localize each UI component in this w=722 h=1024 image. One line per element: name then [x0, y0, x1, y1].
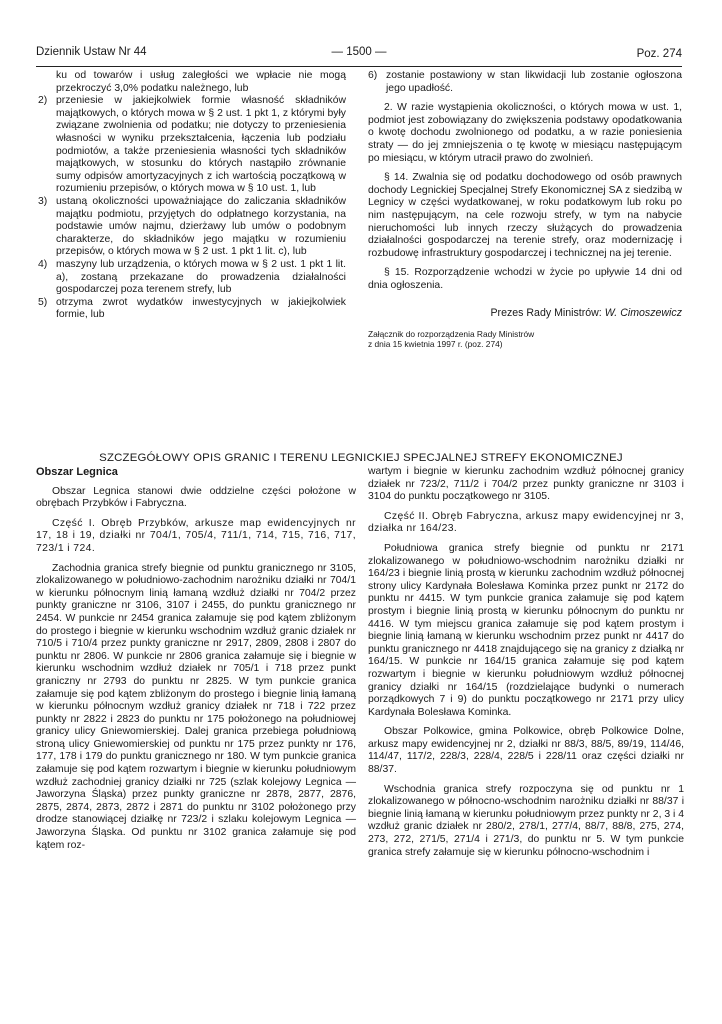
paragraph-section-14: § 14. Zwalnia się od podatku dochodowego od osób prawnych dochody Legnickiej Specjalnej Strefy Ekonomicznej SA z siedzibą w Legnicy w części wydatkowanej, w roku podatkowym lub roku po nim następującym, na cele rozwoju strefy, w tym na nabycie nieruchomości lub innych rzeczy służących do prowadzenia działalności gospodarczej na terenie strefy, oraz modernizację i rozbudowę infrastruktury gospodarczej i technicznej na jej terenie.	[368, 172, 682, 259]
paragraph: Zachodnia granica strefy biegnie od punktu granicznego nr 3105, zlokalizowanego w południowo-zachodnim narożniku działki nr 704/1 w kierunku północnym linią łamaną wzdłuż działki nr 704/2 przez punkty graniczne nr 3106, 3107 i 2455, do punktu granicznego nr 2454. W punkcie nr 2454 granica załamuje się pod kątem zbliżonym do prostego i biegnie w kierunku wschodnim wzdłuż granic działek nr 710/5 i 710/4 przez punkty graniczne nr 2917, 2809, 2808 i 2807 do punktu nr 2806. W punkcie nr 2806 granica załamuje się i biegnie w kierunku wschodnim wzdłuż działek nr 705/1 i 718 przez punkt graniczny nr 2793 do punktu nr 2825. W tym punkcie granica załamuje się pod kątem zbliżonym do prostego i biegnie linią łamaną w kierunku północnym wzdłuż granicy działek nr 718 i 722 przez punkty nr 2822 i 2823 do punktu nr 175 położonego na południowej granicy ulicy Gniewomierskiej. Dalej granica przebiega południową stroną ulicy Gniewomierskiej od punktu nr 175 przez punkty nr 176, 177, 178 i 179 do punktu granicznego nr 180. W tym punkcie granica załamuje się pod kątem rozwartym i biegnie w kierunku południowym wzdłuż zachodniej granicy działki nr 725 (szlak kolejowy Legnica — Jaworzyna Śląska) przez punkty graniczne nr 2878, 2877, 2876, 2875, 2874, 2873, 2872 i 2871 do punktu nr 3102 położonego przy drodze stanowiącej działkę nr 723/2 i szlaku kolejowym Legnica — Jaworzyna Śląska. Od punktu nr 3102 granica załamuje się pod kątem roz-	[36, 562, 356, 851]
paragraph-section-15: § 15. Rozporządzenie wchodzi w życie po upływie 14 dni od dnia ogłoszenia.	[368, 267, 682, 291]
paragraph: Obszar Legnica stanowi dwie oddzielne części położone w obrębach Przybków i Fabryczna.	[36, 485, 356, 510]
item-text: ustaną okoliczności upoważniające do zaliczania składników majątku podmiotu, przyjętych do odpłatnego korzystania, na podstawie umów najmu, dzierżawy lub umów o podobnym charakterze, do składników jego majątku w rozumieniu przepisów, o których mowa w § 2 ust. 1 pkt 1 lit. c), lub	[56, 195, 346, 258]
paragraph: wartym i biegnie w kierunku zachodnim wzdłuż północnej granicy działek nr 723/2, 711/2 i 704/2 przez punkty graniczne nr 3103 i 3104 do punktu początkowego nr 3105.	[368, 466, 684, 503]
section-heading: Obszar Legnica	[36, 466, 118, 478]
paragraph: Południowa granica strefy biegnie od punktu nr 2171 zlokalizowanego w południowo-wschodnim narożniku działki nr 164/23 i biegnie linią prostą w kierunku zachodnim wzdłuż północnej strony ulicy Kardynała Bolesława Kominka przez punkt nr 2172 do punktu nr 4415. W tym punkcie granica załamuje się pod kątem prostym i biegnie linią prostą w kierunku północnym do punktu nr 4416. W tym miejscu granica załamuje się pod kątem prostym i biegnie linią łamaną w kierunku wschodnim przez punkt nr 4417 do punktu granicznego nr 4418 znajdującego się na granicy z działką nr 164/15. W punkcie nr 164/15 granica załamuje się pod kątem rozwartym i biegnie w kierunku południowym wzdłuż północnej granicy działki nr 164/15 (rozdzielające budynki o numerach porządkowych 7 i 9) do punktu początkowego nr 2171 przy ulicy Kardynała Bolesława Kominka.	[368, 542, 684, 718]
item-number: 2)	[38, 95, 48, 107]
item-number: 3)	[38, 195, 48, 207]
annex-title: SZCZEGÓŁOWY OPIS GRANIC I TERENU LEGNICKIEJ SPECJALNEJ STREFY EKONOMICZNEJ	[99, 452, 623, 464]
item-number: 5)	[38, 296, 48, 308]
right-column-bottom	[368, 466, 684, 859]
list-item	[38, 95, 346, 196]
signature	[368, 307, 682, 320]
list-item	[38, 196, 346, 259]
left-column-top	[38, 70, 346, 322]
item-text: maszyny lub urządzenia, o których mowa w § 2 ust. 1 pkt 1 lit. a), zostaną przekazane do prowadzenia działalności gospodarczej poza terenem strefy, lub	[56, 258, 346, 296]
left-column-bottom	[36, 466, 356, 852]
item-number: 6)	[368, 70, 378, 81]
list-item	[38, 259, 346, 297]
signature-label: Prezes Rady Ministrów:	[490, 306, 602, 319]
list-item	[368, 70, 682, 95]
header-rule	[36, 66, 682, 67]
page-header	[36, 46, 682, 64]
paragraph: Wschodnia granica strefy rozpoczyna się od punktu nr 1 zlokalizowanego w północno-wschodnim narożniku działki nr 88/37 i biegnie linią łamaną w kierunku południowym przez punkty nr 2, 3 i 4 wzdłuż granic działek nr 280/2, 278/1, 277/4, 88/7, 88/8, 275, 274, 273, 272, 271/5, 271/4 i 271/3, do punktu nr 5. W tym punkcie granica strefy załamuje się w kierunku północno-wschodnim i	[368, 783, 684, 858]
paragraph-part-2: Część II. Obręb Fabryczna, arkusz mapy ewidencyjnej nr 3, działka nr 164/23.	[368, 510, 684, 535]
position-number: Poz. 274	[636, 48, 682, 60]
item-text: zostanie postawiony w stan likwidacji lub zostanie ogłoszona jego upadłość.	[386, 70, 682, 94]
paragraph: 2. W razie wystąpienia okoliczności, o których mowa w ust. 1, podmiot jest zobowiązany do zwiększenia podstawy opodatkowania o kwotę dochodu zwolnionego od podatku, a w razie poniesienia straty — do jej zmniejszenia o tę kwotę w miesiącu następującym po miesiącu, w którym utracił prawo do zwolnień.	[368, 102, 682, 164]
journal-name: Dziennik Ustaw Nr 44	[36, 46, 147, 58]
list-item-continued: ku od towarów i usług zaległości we wpłacie nie mogą przekroczyć 3,0% podatku należnego, lub	[56, 70, 346, 94]
item-text: przeniesie w jakiejkolwiek formie własność składników majątkowych, o których mowa w § 2 ust. 1 pkt 1, z którymi były związane zwolnienia od podatku; nie dotyczy to przeniesienia własności w wyniku przekształcenia, łączenia lub podziału podmiotów, a także przeniesienia własności tych składników majątkowych, w stosunku do których nastąpiło zrównanie sumy odpisów amortyzacyjnych z ich wartością początkową w rozumieniu przepisów, o których mowa w § 10 ust. 1, lub	[56, 95, 346, 195]
right-column-top	[368, 70, 682, 349]
page-number: — 1500 —	[331, 46, 387, 58]
paragraph-polkowice: Obszar Polkowice, gmina Polkowice, obręb Polkowice Dolne, arkusz mapy ewidencyjnej nr 2, działki nr 88/3, 88/5, 89/19, 114/46, 114/47, 117/2, 228/3, 228/4, 228/5 i 228/11 oraz części działki nr 88/37.	[368, 726, 684, 776]
annex-note: Załącznik do rozporządzenia Rady Ministrów z dnia 15 kwietnia 1997 r. (poz. 274)	[368, 329, 535, 350]
item-number: 4)	[38, 258, 48, 270]
signature-name: W. Cimoszewicz	[604, 306, 682, 319]
item-text: otrzyma zwrot wydatków inwestycyjnych w jakiejkolwiek formie, lub	[56, 296, 346, 321]
paragraph-part-1: Część I. Obręb Przybków, arkusze map ewidencyjnych nr 17, 18 i 19, działki nr 704/1, 705/4, 711/1, 714, 715, 716, 717, 723/1 i 724.	[36, 517, 356, 554]
list-item	[38, 297, 346, 322]
